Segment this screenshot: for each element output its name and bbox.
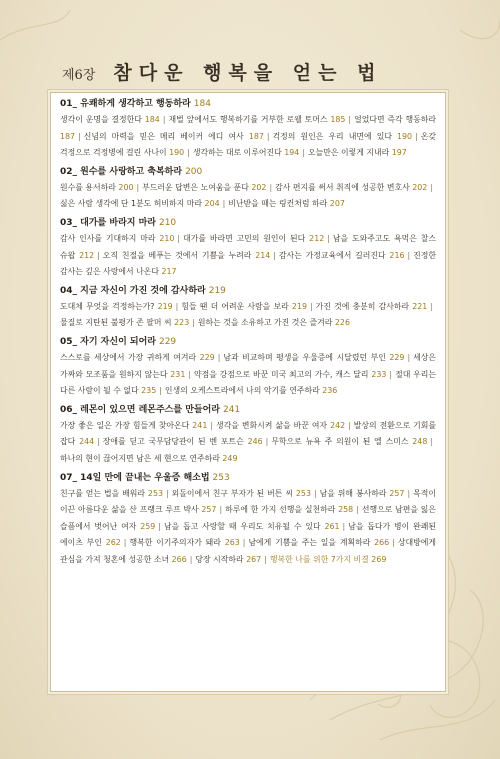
toc-entry[interactable]	[60, 454, 237, 463]
entry-page-number: 190	[397, 131, 413, 141]
entry-page-number: 185	[330, 115, 346, 124]
entry-page-number: 212	[309, 233, 325, 243]
entry-title: 당장 시작하라	[195, 554, 244, 564]
entry-page-number: 184	[144, 115, 160, 124]
toc-section	[60, 97, 436, 162]
toc-section	[60, 216, 436, 281]
entry-page-number: 242	[330, 420, 346, 430]
section-page-number: 210	[158, 217, 177, 228]
entry-title: 물질로 지탄된 불평가 존 팔머 씨	[60, 318, 172, 328]
entry-separator: |	[165, 488, 169, 498]
chapter-label: 제6장	[62, 68, 96, 83]
entry-title: 감사는 가정교육에서 길러진다	[278, 250, 386, 260]
entry-page-number: 266	[171, 554, 187, 564]
section-entries	[60, 299, 436, 332]
entry-title: 가진 것에 충분히 감사하라	[315, 301, 410, 311]
entry-page-number: 187	[248, 131, 264, 141]
entry-title: 외돌이에서 친구 부자가 된 버튼 씨	[171, 488, 293, 498]
entry-separator: |	[273, 250, 276, 260]
section-heading[interactable]	[60, 471, 436, 486]
toc-entry[interactable]	[165, 386, 337, 395]
entry-page-number: 194	[284, 148, 300, 158]
toc-entry[interactable]	[225, 505, 353, 514]
entry-separator: |	[269, 182, 273, 192]
entry-separator: |	[217, 352, 221, 362]
entry-title: 상대방에게 관심을 가져 청혼에 성공한 소녀	[60, 538, 436, 564]
entry-page-number: 259	[140, 521, 156, 531]
entry-page-number: 202	[251, 182, 267, 192]
entry-separator: |	[175, 301, 179, 311]
entry-title: 오직 친절을 베푸는 것에서 기쁨을 누려라	[102, 250, 252, 260]
entry-page-number: 258	[338, 505, 354, 515]
section-entries	[60, 418, 436, 468]
entry-separator: |	[242, 538, 246, 548]
toc-entry[interactable]	[60, 318, 189, 327]
entry-page-number: 187	[60, 131, 76, 141]
entry-page-number: 249	[222, 453, 238, 463]
entry-title: 남에게 기쁨을 주는 일을 계획하라	[248, 538, 371, 548]
entry-page-number: 200	[118, 182, 134, 192]
entry-separator: |	[189, 554, 193, 564]
entry-page-number: 219	[157, 301, 173, 311]
entry-separator: |	[327, 233, 330, 243]
toc-entry[interactable]	[279, 251, 405, 260]
chapter-header	[62, 58, 442, 88]
section-heading[interactable]	[60, 165, 436, 180]
section-title: 07_ 14일 만에 끝내는 우울증 해소법	[60, 472, 210, 483]
entry-title: 원하는 것을 소유하고 가진 것은 즐겨라	[197, 318, 333, 328]
toc-entry[interactable]	[183, 234, 324, 243]
entry-title: 힘들 땐 더 어려운 사람을 보라	[181, 301, 289, 311]
entry-page-number: 221	[412, 301, 428, 311]
entry-separator: |	[342, 521, 346, 531]
entry-separator: |	[309, 301, 313, 311]
entry-title: 감사 편지를 써서 취직에 성공한 변호사	[275, 182, 410, 192]
toc-entry[interactable]	[193, 148, 299, 157]
entry-separator: |	[407, 488, 411, 498]
entry-page-number: 207	[329, 199, 345, 209]
entry-page-number: 226	[334, 318, 350, 328]
toc-entry[interactable]	[181, 302, 307, 311]
entry-title: 남과 비교하며 평생을 우울증에 시달렸던 부인	[223, 352, 386, 362]
entry-page-number: 214	[255, 250, 271, 260]
toc-entry[interactable]	[168, 115, 345, 124]
toc-entry[interactable]	[270, 555, 386, 564]
entry-separator: |	[159, 386, 162, 396]
entry-title: 생각을 변화시켜 삶을 바꾼 여자	[216, 420, 328, 430]
entry-separator: |	[407, 352, 411, 362]
entry-title: 하나의 현이 끊어지면 남은 세 현으로 연주하라	[60, 453, 220, 463]
entry-page-number: 263	[224, 538, 240, 548]
entry-title: 비난받을 때는 링컨처럼 하라	[228, 199, 328, 209]
toc-entry[interactable]	[60, 489, 163, 498]
section-entries	[60, 231, 436, 281]
entry-page-number: 253	[295, 488, 311, 498]
entry-page-number: 216	[389, 250, 405, 260]
entry-title: 대가를 바라면 고민의 원인이 된다	[183, 233, 306, 243]
toc-section	[60, 284, 436, 332]
section-title: 05_ 자기 자신이 되어라	[60, 336, 156, 347]
section-title: 02_ 원수를 사랑하고 축복하라	[60, 166, 183, 177]
entry-title: 선행으로 남편을 잃은 슬픔에서 벗어난 여자	[60, 505, 436, 531]
section-title: 03_ 대가를 바라지 마라	[60, 217, 156, 228]
entry-title: 절대 우리는 다른 사람이 될 수 없다	[60, 369, 436, 396]
entry-separator: |	[192, 318, 195, 328]
entry-page-number: 248	[412, 437, 428, 447]
entry-separator: |	[210, 420, 214, 430]
section-page-number: 219	[208, 285, 226, 296]
section-list	[60, 97, 436, 571]
entry-page-number: 210	[159, 233, 175, 243]
entry-separator: |	[177, 233, 181, 243]
entry-separator: |	[187, 148, 190, 158]
section-entries	[60, 486, 436, 569]
entry-separator: |	[123, 538, 127, 548]
entry-title: 얼었다면 즉각 행동하라	[354, 115, 436, 124]
entry-separator: |	[302, 148, 305, 158]
entry-title: 행복한 나를 위한 7가지 비결	[269, 554, 369, 564]
entry-page-number: 246	[247, 437, 263, 447]
entry-separator: |	[389, 369, 393, 379]
toc-entry[interactable]	[84, 132, 264, 141]
chapter-title: 참다운 행복을 얻는 법	[113, 62, 383, 84]
entry-title: 세상은 가짜와 모조품을 원하지 않는다	[60, 352, 436, 379]
entry-page-number: 190	[169, 148, 185, 158]
entry-separator: |	[430, 182, 433, 192]
entry-page-number: 204	[204, 199, 220, 209]
toc-entry[interactable]	[194, 370, 386, 379]
entry-title: 목적이 이끈 아름다운 삶을 산 프랭크 루프 박사	[60, 488, 436, 515]
entry-title: 남을 도와주고도 욕먹은 찰스 슈왑	[60, 233, 436, 260]
entry-separator: |	[356, 505, 359, 515]
toc-entry[interactable]	[60, 199, 220, 208]
section-page-number: 229	[158, 336, 177, 347]
entry-page-number: 262	[105, 538, 121, 548]
entry-title: 하루에 한 가지 선행을 실천하라	[225, 505, 336, 515]
toc-entry[interactable]	[216, 421, 345, 430]
toc-entry[interactable]	[223, 353, 404, 362]
entry-title: 무학으로 뉴욕 주 의원이 된 엘 스미스	[271, 437, 409, 447]
entry-separator: |	[97, 250, 100, 260]
section-page-number: 253	[212, 472, 230, 483]
section-heading[interactable]	[60, 97, 436, 112]
entry-title: 남을 돕다가 병이 완쾌된 에이츠 부인	[60, 521, 437, 548]
section-page-number: 241	[222, 404, 241, 415]
entry-page-number: 223	[174, 318, 190, 328]
entry-page-number: 253	[147, 488, 163, 498]
toc-entry[interactable]	[273, 132, 413, 141]
entry-title: 부드러운 답변은 노여움을 푼다	[142, 182, 249, 192]
toc-entry[interactable]	[60, 421, 207, 430]
section-heading[interactable]	[60, 335, 436, 350]
toc-entry[interactable]	[103, 437, 263, 446]
entry-page-number: 212	[79, 250, 95, 260]
entry-page-number: 236	[322, 386, 338, 396]
toc-entry[interactable]	[228, 199, 345, 208]
toc-entry[interactable]	[60, 302, 173, 311]
toc-entry[interactable]	[172, 489, 311, 498]
entry-separator: |	[78, 131, 81, 141]
entry-title: 스스로를 세상에서 가장 귀하게 여겨라	[60, 352, 197, 362]
entry-page-number: 266	[374, 538, 390, 548]
entry-title: 생각이 운명을 결정한다	[60, 115, 142, 124]
toc-entry[interactable]	[195, 555, 261, 564]
entry-title: 인생의 오케스트라에서 나의 악기를 연주하라	[164, 386, 320, 396]
toc-section	[60, 165, 436, 213]
entry-title: 남을 돕고 사랑할 때 우리도 치유될 수 있다	[163, 521, 321, 531]
section-title: 01_ 유쾌하게 생각하고 행동하라	[60, 99, 191, 109]
section-heading[interactable]	[60, 284, 436, 299]
entry-separator: |	[158, 521, 161, 531]
entry-separator: |	[188, 369, 192, 379]
entry-page-number: 197	[391, 148, 407, 158]
toc-entry[interactable]	[142, 183, 266, 192]
entry-page-number: 267	[246, 554, 262, 564]
entry-title: 장애를 딛고 국무담당관이 된 벤 포트슨	[102, 437, 244, 447]
entry-title: 원수를 용서하라	[60, 182, 116, 192]
entry-separator: |	[222, 199, 226, 209]
entry-separator: |	[415, 131, 418, 141]
entry-page-number: 241	[192, 420, 208, 430]
entry-page-number: 229	[389, 352, 405, 362]
section-page-number: 184	[193, 99, 211, 109]
entry-separator: |	[266, 131, 270, 141]
toc-entry[interactable]	[103, 251, 270, 260]
toc-entry[interactable]	[308, 148, 407, 157]
toc-entry[interactable]	[60, 115, 160, 124]
section-heading[interactable]	[60, 403, 436, 418]
entry-title: 친구를 얻는 법을 배워라	[60, 488, 145, 498]
entry-separator: |	[162, 115, 166, 124]
toc-entry[interactable]	[60, 234, 174, 243]
toc-entry[interactable]	[275, 183, 427, 192]
entry-separator: |	[219, 505, 223, 515]
toc-entry[interactable]	[271, 437, 427, 446]
entry-title: 가장 좋은 일은 가장 힘들게 찾아온다	[60, 420, 190, 430]
entry-title: 행복한 이기주의자가 돼라	[129, 538, 221, 548]
entry-separator: |	[348, 115, 352, 124]
entry-page-number: 269	[371, 554, 387, 564]
entry-title: 발상의 전환으로 기회를 잡다	[60, 420, 436, 447]
toc-entry[interactable]	[60, 353, 215, 362]
toc-entry[interactable]	[198, 318, 350, 327]
entry-separator: |	[430, 437, 434, 447]
entry-page-number: 257	[389, 488, 405, 498]
entry-separator: |	[407, 250, 411, 260]
toc-section	[60, 335, 436, 400]
section-entries	[60, 180, 436, 213]
entry-separator: |	[97, 437, 100, 447]
entry-title: 도대체 무엇을 걱정하는가?	[60, 301, 155, 311]
toc-section	[60, 403, 436, 468]
entry-page-number: 219	[291, 301, 307, 311]
entry-title: 약점을 강점으로 바꾼 미국 최고의 가수, 캐스 달리	[194, 369, 369, 379]
entry-separator: |	[136, 182, 140, 192]
entry-title: 싫은 사람 생각에 단 1분도 허비하지 마라	[60, 199, 203, 209]
entry-separator: |	[392, 538, 395, 548]
toc-entry[interactable]	[320, 489, 405, 498]
toc-entry[interactable]	[129, 538, 239, 547]
entry-separator: |	[265, 437, 269, 447]
section-title: 04_ 지금 자신이 가진 것에 감사하라	[60, 285, 206, 296]
entry-page-number: 244	[79, 437, 95, 447]
entry-separator: |	[348, 420, 351, 430]
entry-title: 재벌 앞에서도 행복하기를 거부한 로웰 토머스	[168, 115, 328, 124]
entry-separator: |	[430, 301, 433, 311]
entry-page-number: 229	[199, 352, 215, 362]
entry-title: 오늘만은 이렇게 지내라	[308, 148, 390, 158]
entry-title: 걱정의 원인은 우리 내면에 있다	[272, 131, 392, 141]
toc-entry[interactable]	[248, 538, 389, 547]
entry-title: 생각하는 대로 이루어진다	[192, 148, 282, 158]
entry-page-number: 235	[141, 386, 157, 396]
section-title: 06_ 레몬이 있으면 레몬주스를 만들어라	[60, 404, 220, 415]
toc-entry[interactable]	[164, 522, 340, 531]
entry-page-number: 233	[371, 369, 387, 379]
section-heading[interactable]	[60, 216, 436, 231]
entry-page-number: 261	[324, 521, 340, 531]
entry-separator: |	[313, 488, 317, 498]
entry-page-number: 231	[170, 369, 186, 379]
toc-entry[interactable]	[316, 302, 428, 311]
section-page-number: 200	[185, 166, 203, 177]
entry-title: 진정한 감사는 깊은 사랑에서 나온다	[60, 250, 437, 277]
toc-section	[60, 471, 436, 569]
entry-page-number: 257	[201, 505, 217, 515]
entry-title: 감사 인사를 기대하지 마라	[60, 233, 156, 243]
toc-entry[interactable]	[60, 183, 133, 192]
entry-page-number: 217	[161, 267, 177, 277]
entry-title: 온갖 걱정으로 걱정병에 걸린 사나이	[60, 131, 436, 158]
section-entries	[60, 112, 436, 162]
entry-page-number: 202	[412, 182, 428, 192]
section-entries	[60, 350, 436, 400]
table-of-contents	[50, 92, 446, 692]
entry-separator: |	[264, 554, 267, 564]
entry-title: 남을 위해 봉사하라	[319, 488, 387, 498]
entry-title: 신념의 마력을 믿은 메리 베이커 에디 여사	[83, 131, 244, 141]
